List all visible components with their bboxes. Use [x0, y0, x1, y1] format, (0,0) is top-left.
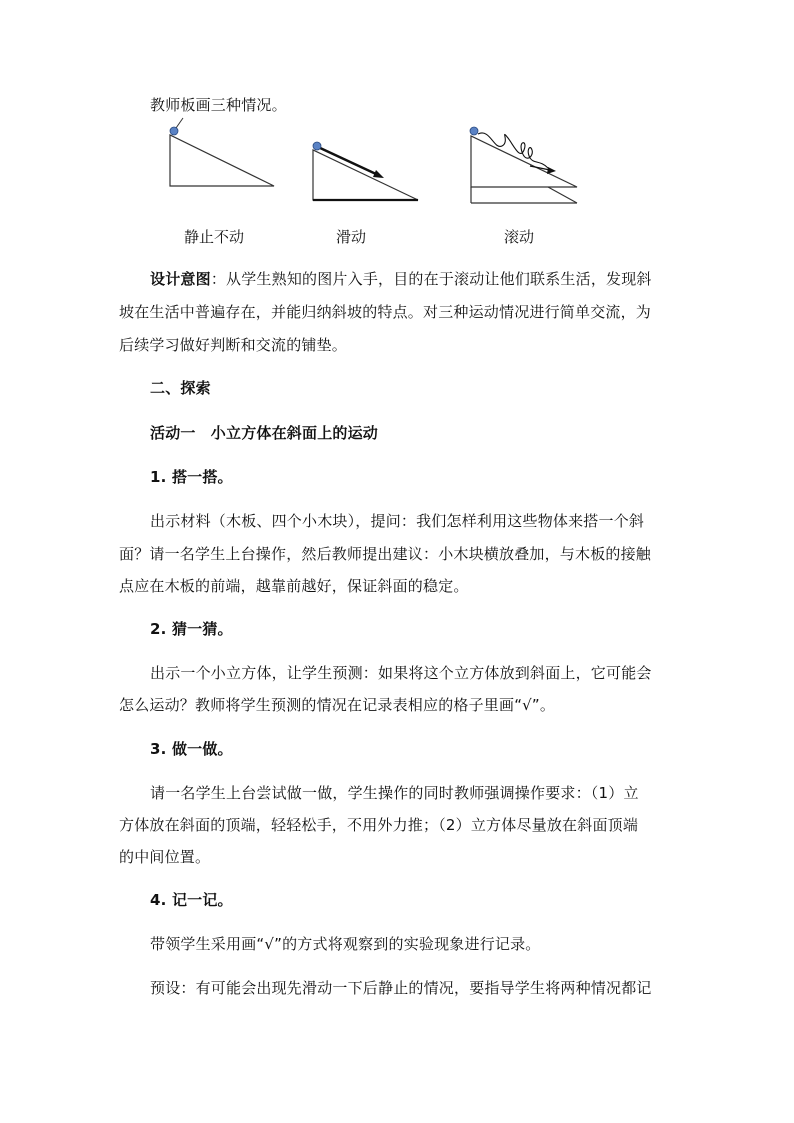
paragraph-line: 面？请一名学生上台操作，然后教师提出建议：小木块横放叠加，与木板的接触 [119, 545, 652, 563]
ball-icon [470, 127, 478, 135]
step-heading: 3. 做一做。 [150, 740, 233, 758]
paragraph-line: 的中间位置。 [119, 848, 211, 866]
paragraph-line: 方体放在斜面的顶端，轻轻松手，不用外力推；（2）立方体尽量放在斜面顶端 [119, 816, 639, 834]
caption-static: 静止不动 [184, 228, 245, 246]
step-heading: 2. 猜一猜。 [150, 620, 233, 638]
design-intent-colon: ： [210, 270, 227, 288]
sliding-incline-diagram [313, 142, 418, 200]
paragraph-line: 预设：有可能会出现先滑动一下后静止的情况，要指导学生将两种情况都记 [150, 979, 652, 997]
paragraph-line: 出示一个小立方体，让学生预测：如果将这个立方体放到斜面上，它可能会 [150, 664, 652, 682]
design-intent-first-line [150, 268, 710, 290]
paragraph-line: 点应在木板的前端，越靠前越好，保证斜面的稳定。 [119, 577, 469, 595]
arrow-icon [547, 167, 556, 174]
design-intent-line: 坡在生活中普遍存在，并能归纳斜坡的特点。对三种运动情况进行简单交流，为 [119, 303, 652, 321]
paragraph-line: 带领学生采用画“√”的方式将观察到的实验现象进行记录。 [150, 935, 541, 953]
step-heading: 4. 记一记。 [150, 891, 233, 909]
static-incline-diagram [170, 118, 274, 186]
section-heading: 二、探索 [150, 379, 211, 397]
activity-heading: 活动一 小立方体在斜面上的运动 [150, 424, 379, 442]
paragraph-line: 怎么运动？教师将学生预测的情况在记录表相应的格子里画“√”。 [119, 696, 556, 714]
ball-icon [170, 127, 178, 135]
paragraph-line: 请一名学生上台尝试做一做，学生操作的同时教师强调操作要求：（1）立 [150, 784, 639, 802]
design-intent-text: 从学生熟知的图片入手，目的在于滚动让他们联系生活，发现斜 [226, 270, 652, 288]
step-heading: 1. 搭一搭。 [150, 468, 233, 486]
rolling-incline-diagram [470, 127, 577, 203]
design-intent-line: 后续学习做好判断和交流的铺垫。 [119, 336, 348, 354]
paragraph-line: 出示材料（木板、四个小木块），提问：我们怎样利用这些物体来搭一个斜 [150, 512, 645, 530]
ball-icon [313, 142, 321, 150]
caption-rolling: 滚动 [504, 228, 535, 246]
arrow-icon [373, 170, 384, 178]
intro-text: 教师板画三种情况。 [150, 96, 287, 114]
caption-sliding: 滑动 [336, 228, 367, 246]
design-intent-label: 设计意图 [150, 270, 211, 288]
incline-diagrams [0, 0, 794, 260]
